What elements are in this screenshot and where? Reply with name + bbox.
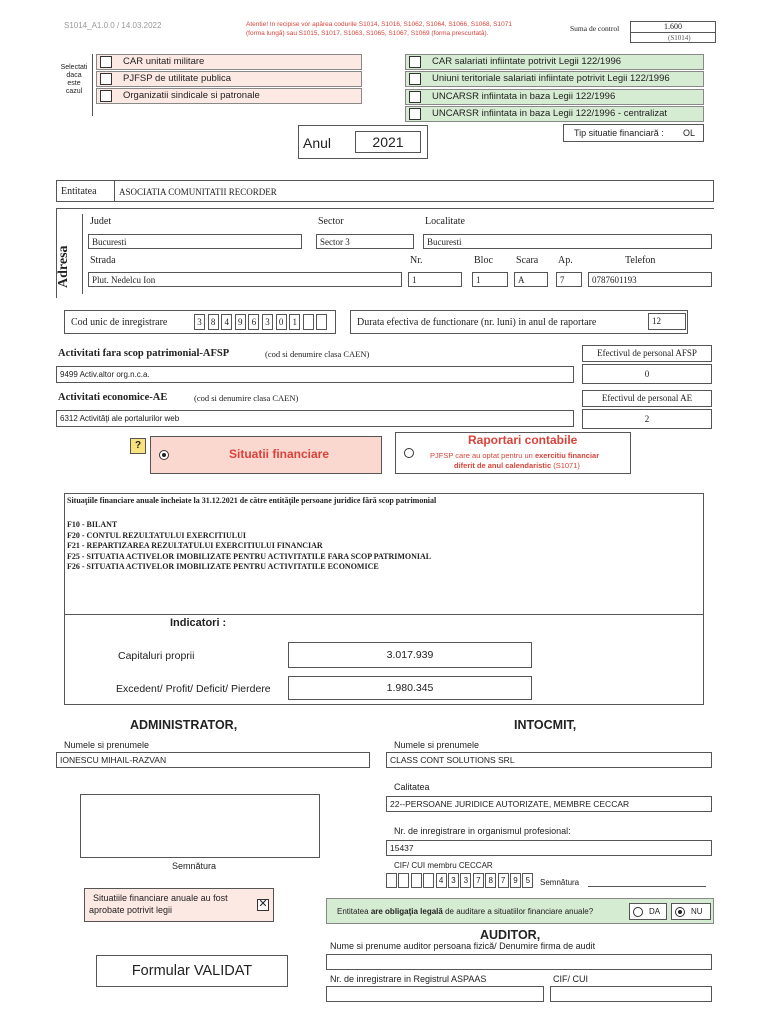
address-divider [82, 214, 83, 294]
statement-f26: F26 - SITUATIA ACTIVELOR IMOBILIZATE PENTRU ACTIVITATILE ECONOMICE [67, 562, 379, 571]
indicators-label: Indicatori : [170, 617, 227, 629]
option-uncarsr[interactable]: UNCARSR infiintata in baza Legii 122/1996 [405, 89, 704, 105]
statement-f20: F20 - CONTUL REZULTATULUI EXERCITIULUI [67, 530, 246, 540]
checkbox[interactable] [409, 73, 421, 85]
option-accounting-reports[interactable] [395, 432, 631, 474]
radio-audit-no[interactable] [675, 907, 685, 917]
cif-label: CIF/ CUI membru CECCAR [394, 861, 493, 870]
cif-digit[interactable]: 3 [448, 873, 459, 888]
auditor-cif-label: CIF/ CUI [553, 974, 588, 984]
street-label: Strada [90, 255, 116, 266]
year-input[interactable]: 2021 [355, 131, 421, 153]
statement-f25: F25 - SITUATIA ACTIVELOR IMOBILIZATE PENTRU ACTIVITATILE FARA SCOP PATRIMONIAL [67, 551, 432, 561]
option-financial-statements[interactable] [150, 436, 382, 474]
checkbox[interactable] [409, 108, 421, 120]
option-accounting-desc-1: PJFSP care au optat pentru un exercitiu financiar [430, 451, 600, 460]
duration-field[interactable]: 12 [648, 313, 686, 330]
ap-field[interactable]: 7 [556, 272, 582, 287]
checkbox[interactable] [409, 56, 421, 68]
approved-text-2: aprobate potrivit legii [89, 905, 173, 915]
help-button[interactable]: ? [130, 438, 146, 454]
entity-label: Entitatea [61, 186, 97, 197]
approved-text-1: Situatiile financiare anuale au fost [93, 893, 228, 903]
scara-field[interactable]: A [514, 272, 548, 287]
audit-question-text: Entitatea are obligaţia legală de auditare a situatiilor financiare anuale? [337, 907, 594, 916]
radio-accounting-reports[interactable] [404, 448, 414, 458]
cif-digit[interactable]: 7 [498, 873, 509, 888]
ap-label: Ap. [558, 255, 573, 266]
sector-label: Sector [318, 216, 344, 227]
radio-financial-statements[interactable] [159, 450, 169, 460]
ae-staff-label: Efectivul de personal AE [582, 390, 712, 407]
ae-field[interactable]: 6312 Activităţi ale portalurilor web [56, 410, 574, 427]
cif-digit[interactable] [411, 873, 422, 888]
approved-box[interactable] [84, 888, 274, 922]
cif-digit[interactable]: 3 [460, 873, 471, 888]
statements-box [64, 493, 704, 615]
street-field[interactable]: Plut. Nedelcu Ion [88, 272, 402, 287]
cui-digit[interactable]: 3 [262, 314, 273, 330]
city-field[interactable]: Bucuresti [423, 234, 712, 249]
cui-digit[interactable] [316, 314, 327, 330]
auditor-name-field[interactable] [326, 954, 712, 970]
profit-label: Excedent/ Profit/ Deficit/ Pierdere [116, 683, 271, 695]
checkbox[interactable] [100, 56, 112, 68]
afsp-label: Activitati fara scop patrimonial-AFSP [58, 348, 230, 359]
form-code: S1014_A1.0.0 / 14.03.2022 [64, 21, 162, 30]
option-pjfsp-public[interactable]: PJFSP de utilitate publica [96, 71, 362, 87]
admin-name-label: Numele si prenumele [64, 740, 150, 750]
reg-label: Nr. de inregistrare in organismul profesional: [394, 826, 571, 836]
checksum-value: 1.600 [630, 21, 716, 33]
option-accounting-desc-2: diferit de anul calendaristic (S1071) [454, 461, 580, 470]
audit-question [326, 898, 714, 924]
cif-digit[interactable]: 4 [436, 873, 447, 888]
prepared-name-field[interactable]: CLASS CONT SOLUTIONS SRL [386, 752, 712, 768]
checkbox[interactable] [409, 91, 421, 103]
aspaas-label: Nr. de inregistrare in Registrul ASPAAS [330, 974, 487, 984]
prepared-name-label: Numele si prenumele [394, 740, 480, 750]
fin-type-box: Tip situatie financiară : OL [563, 124, 704, 142]
entity-name[interactable]: ASOCIATIA COMUNITATII RECORDER [119, 187, 277, 197]
duration-label: Durata efectiva de functionare (nr. luni) in anul de raportare [357, 317, 597, 328]
ae-label: Activitati economice-AE [58, 392, 168, 403]
option-accounting-title: Raportari contabile [468, 433, 578, 447]
county-label: Judet [90, 216, 112, 227]
admin-signature-label: Semnătura [172, 861, 217, 871]
auditor-name-label: Nume si prenume auditor persoana fizică/ Denumire firma de audit [330, 941, 596, 951]
phone-field[interactable]: 0787601193 [588, 272, 712, 287]
cif-digit[interactable] [398, 873, 409, 888]
ae-staff-value[interactable]: 2 [582, 409, 712, 429]
audit-no-label: NU [691, 907, 703, 916]
sector-field[interactable]: Sector 3 [316, 234, 414, 249]
cui-digit[interactable]: 1 [289, 314, 300, 330]
afsp-field[interactable]: 9499 Activ.altor org.n.c.a. [56, 366, 574, 383]
option-territorial-unions[interactable]: Uniuni teritoriale salariati infiintate potrivit Legii 122/1996 [405, 71, 704, 87]
cui-digit[interactable]: 0 [276, 314, 287, 330]
reg-field[interactable]: 15437 [386, 840, 712, 856]
cif-digit[interactable] [386, 873, 397, 888]
county-field[interactable]: Bucuresti [88, 234, 302, 249]
statement-f21: F21 - REPARTIZAREA REZULTATULUI EXERCITIULUI FINANCIAR [67, 541, 323, 550]
cif-digit[interactable]: 5 [522, 873, 533, 888]
auditor-title: AUDITOR, [480, 928, 541, 942]
approved-checkbox[interactable]: ✕ [258, 898, 268, 910]
phone-label: Telefon [625, 255, 656, 266]
bloc-label: Bloc [474, 255, 493, 266]
duration-row [350, 310, 688, 334]
quality-field[interactable]: 22--PERSOANE JURIDICE AUTORIZATE, MEMBRE CECCAR [386, 796, 712, 812]
statement-f10: F10 - BILANT [67, 520, 118, 529]
audit-yes-option[interactable] [629, 903, 667, 920]
option-financial-statements-label: Situatii financiare [229, 447, 330, 461]
afsp-staff-label: Efectivul de personal AFSP [582, 345, 712, 362]
administrator-title: ADMINISTRATOR, [130, 718, 238, 732]
cui-digit[interactable]: 9 [235, 314, 246, 330]
option-car-employees[interactable]: CAR salariati infiintate potrivit Legii 122/1996 [405, 54, 704, 70]
year-label: Anul [303, 135, 332, 151]
afsp-staff-value[interactable]: 0 [582, 364, 712, 384]
checkbox[interactable] [100, 73, 112, 85]
prepared-signature-line[interactable] [588, 886, 706, 887]
cif-digit[interactable]: 8 [485, 873, 496, 888]
audit-no-option[interactable] [671, 903, 711, 920]
notice-text: Atentie! In recipise vor apărea codurile S1014, S1016, S1062, S1064, S1066, S1068, S1071 (forma lungă) sau S1015, S1017, S1063, S1065, S1067, S1069 (forma prescurtată). [246, 21, 512, 37]
cui-digit[interactable]: 8 [208, 314, 219, 330]
option-unions[interactable]: Organizatii sindicale si patronale [96, 88, 362, 104]
checkbox[interactable] [100, 90, 112, 102]
option-car-military[interactable]: CAR unitati militare [96, 54, 362, 70]
afsp-hint: (cod si denumire clasa CAEN) [265, 349, 370, 359]
cui-digit[interactable]: 4 [221, 314, 232, 330]
option-uncarsr-centralized[interactable]: UNCARSR infiintata in baza Legii 122/1996 - centralizat [405, 106, 704, 122]
checksum-label: Suma de control [570, 24, 620, 33]
equity-label: Capitaluri proprii [118, 650, 195, 662]
checksum-code-box [630, 33, 716, 43]
cui-label: Cod unic de inregistrare [71, 317, 168, 328]
admin-signature-box[interactable] [80, 794, 320, 858]
validated-badge: Formular VALIDAT [96, 955, 288, 987]
aspaas-field[interactable] [326, 986, 544, 1002]
admin-name-field[interactable]: IONESCU MIHAIL-RAZVAN [56, 752, 370, 768]
cui-digit[interactable] [303, 314, 314, 330]
auditor-cif-field[interactable] [550, 986, 712, 1002]
select-divider [92, 54, 93, 116]
audit-yes-label: DA [649, 907, 661, 916]
prepared-signature-label: Semnătura [540, 878, 580, 887]
nr-label: Nr. [410, 255, 423, 266]
ae-hint: (cod si denumire clasa CAEN) [194, 393, 299, 403]
prepared-title: INTOCMIT, [514, 718, 577, 732]
radio-audit-yes[interactable] [633, 907, 643, 917]
cui-digit[interactable]: 3 [194, 314, 205, 330]
entity-row [56, 180, 714, 202]
cif-digit[interactable] [423, 873, 434, 888]
profit-field[interactable]: 1.980.345 [288, 676, 532, 700]
checksum-code: (S1014) [668, 34, 691, 42]
equity-field[interactable]: 3.017.939 [288, 642, 532, 668]
statements-list [67, 520, 431, 573]
cif-digit[interactable]: 9 [510, 873, 521, 888]
scara-label: Scara [516, 255, 539, 266]
year-box [298, 125, 428, 159]
select-if-applicable-label: Selectati daca este cazul [60, 64, 88, 95]
bloc-field[interactable]: 1 [472, 272, 508, 287]
statements-title: Situaţiile financiare anuale încheiate la 31.12.2021 de către entităţile persoane juridice fără scop patrimonial [67, 496, 437, 505]
nr-field[interactable]: 1 [408, 272, 462, 287]
quality-label: Calitatea [394, 782, 430, 792]
cif-digit[interactable]: 7 [473, 873, 484, 888]
cui-digit[interactable]: 6 [248, 314, 259, 330]
city-label: Localitate [425, 216, 465, 227]
